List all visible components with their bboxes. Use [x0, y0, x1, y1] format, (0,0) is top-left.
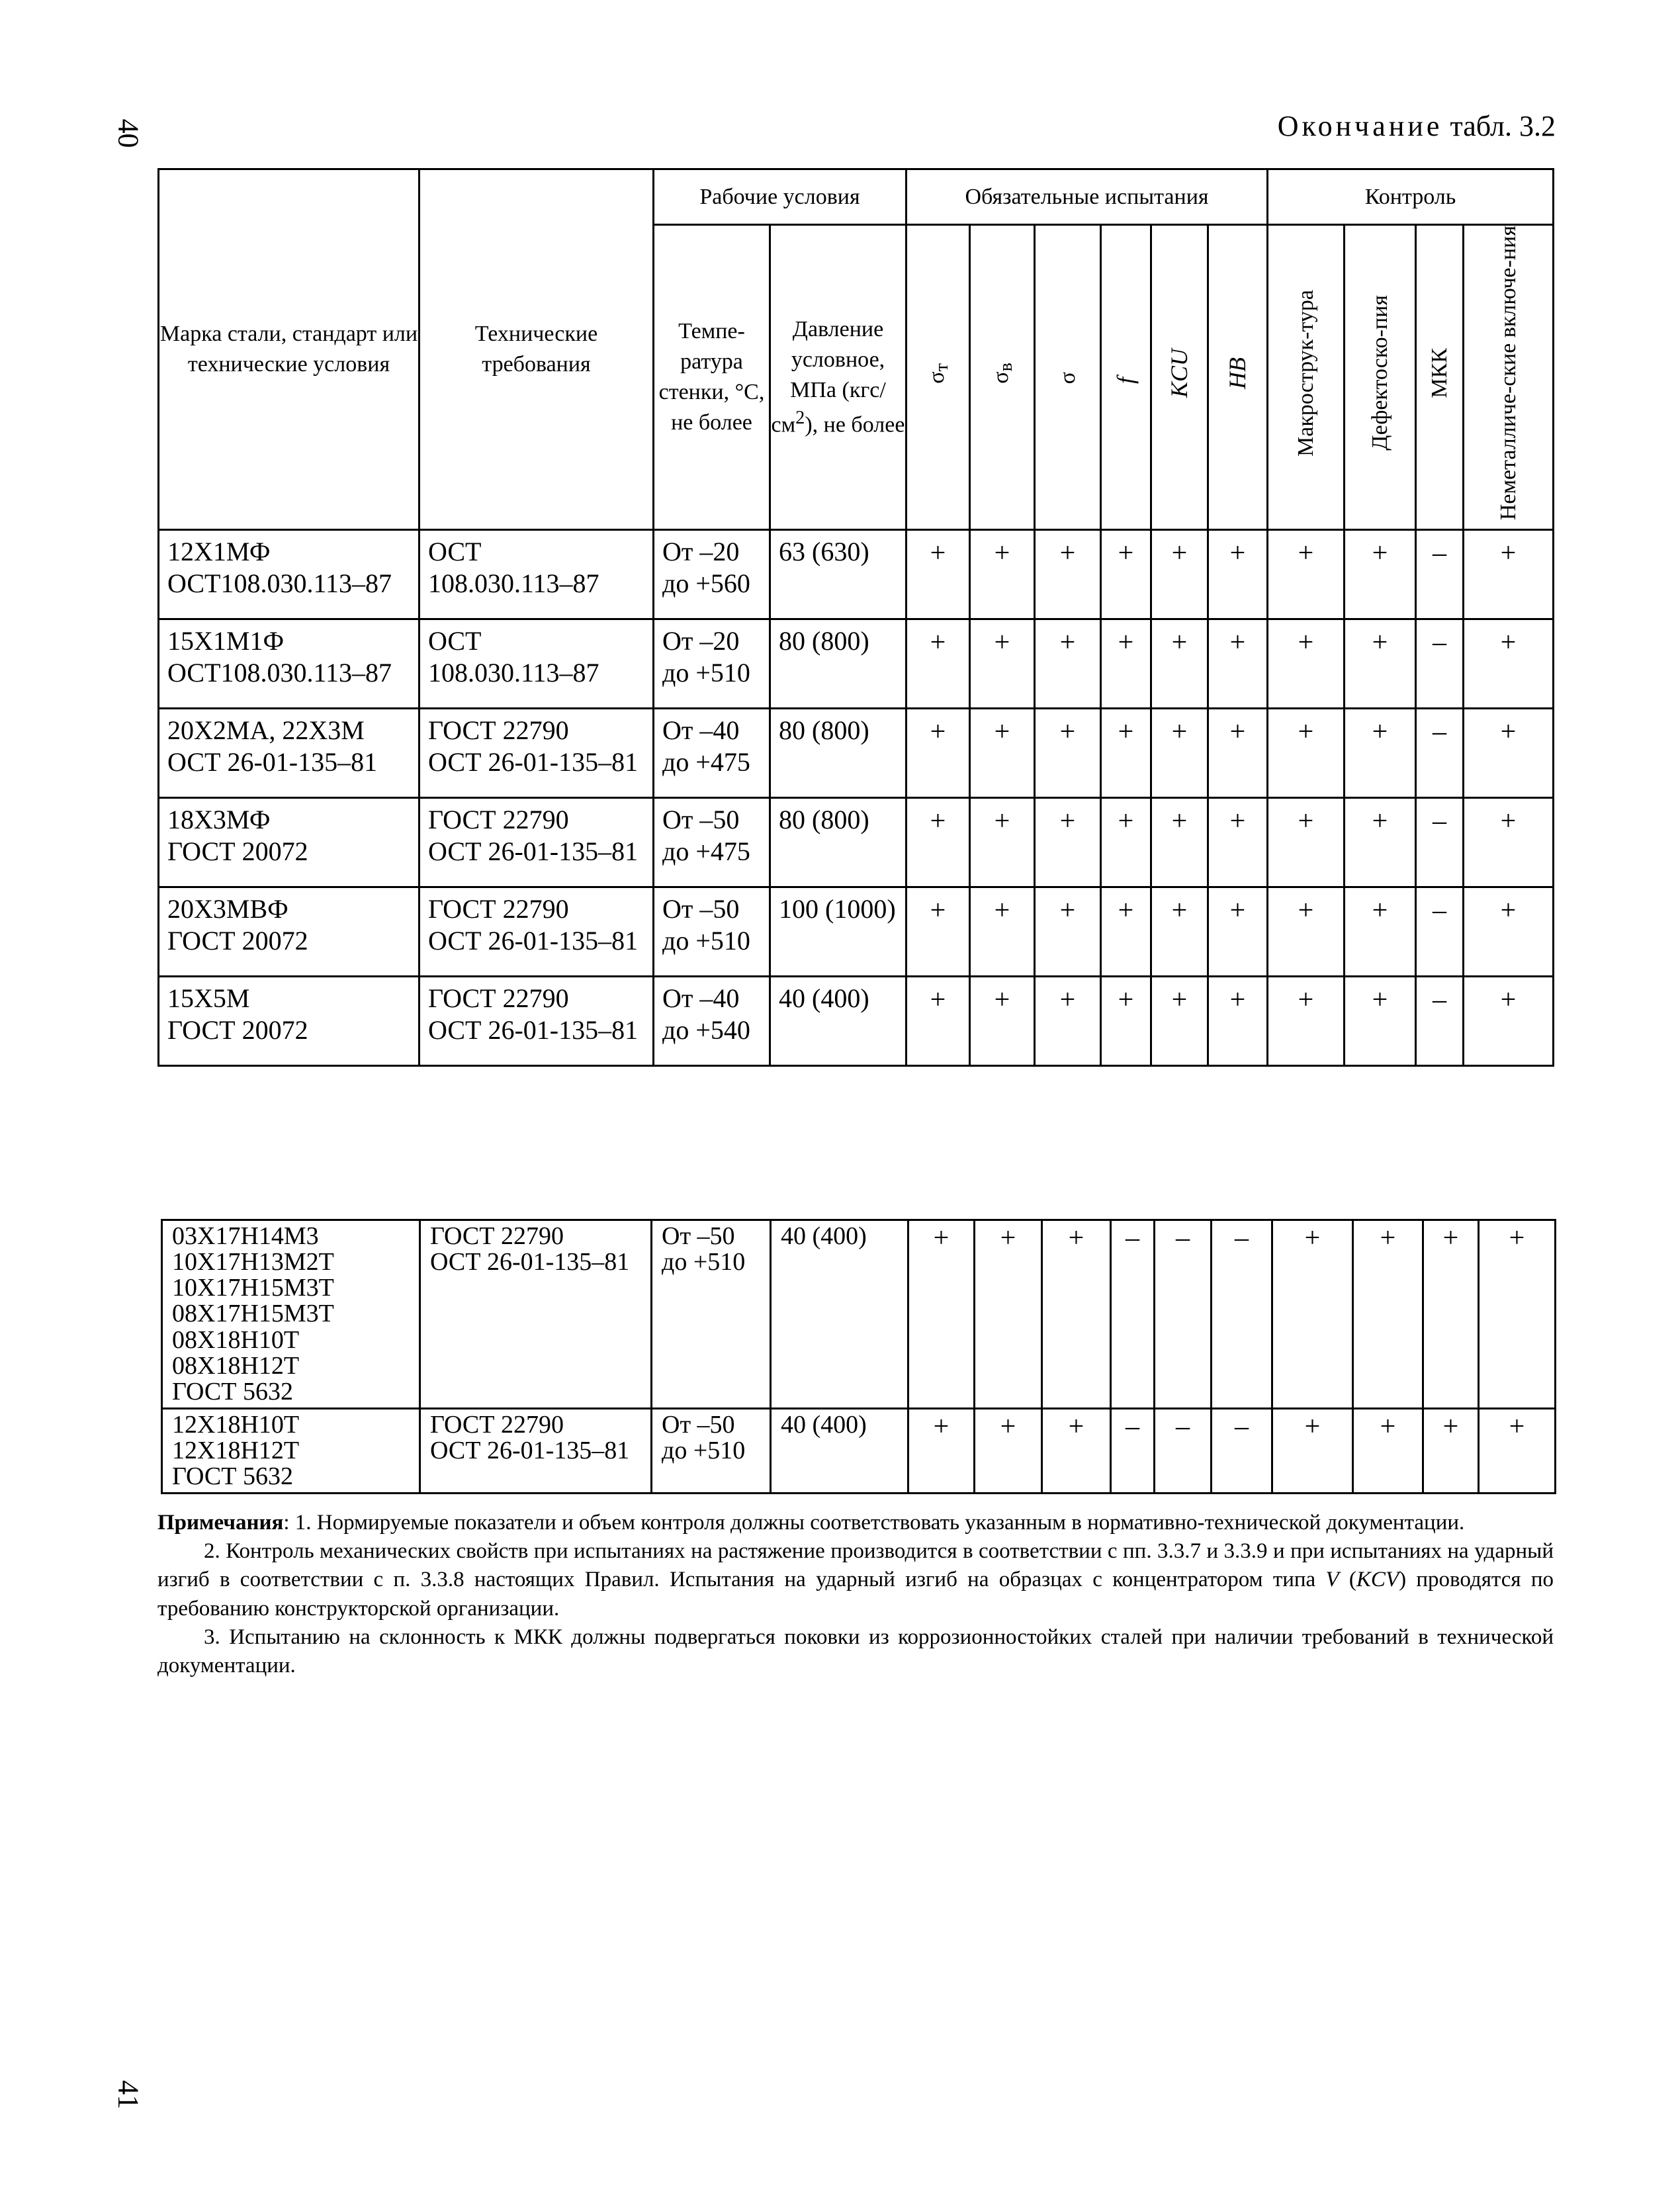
cell-mark: +	[1479, 1220, 1556, 1409]
cell-mark: +	[970, 887, 1035, 977]
cell-mark: +	[1101, 709, 1151, 798]
cell-mark: +	[1151, 887, 1208, 977]
cell-mark: +	[970, 977, 1035, 1066]
table-row	[159, 798, 1554, 887]
cell-pressure: 40 (400)	[771, 1220, 908, 1409]
cell-mark: +	[1208, 887, 1268, 977]
cell-pressure: 40 (400)	[770, 977, 906, 1066]
table-row	[162, 1408, 1556, 1493]
cell-mark: +	[1151, 798, 1208, 887]
header-test-kcu: KCU	[1151, 225, 1208, 530]
table-row	[159, 709, 1554, 798]
cell-mark: +	[1272, 1408, 1353, 1493]
cell-mark: +	[970, 530, 1035, 619]
cell-mark: +	[1208, 619, 1268, 709]
page-number-bottom: 41	[112, 2080, 145, 2110]
header-test-sigma: σ	[1035, 225, 1101, 530]
cell-temp: От –50 до +510	[652, 1220, 771, 1409]
table-top	[157, 168, 1554, 1067]
cell-mark: +	[1101, 530, 1151, 619]
cell-steel: 12Х18Н10Т 12Х18Н12Т ГОСТ 5632	[162, 1408, 420, 1493]
cell-pressure: 80 (800)	[770, 619, 906, 709]
cell-steel: 03Х17Н14М3 10Х17Н13М2Т 10Х17Н15М3Т 08Х17Н15М3Т 08Х18Н10Т 08Х18Н12Т ГОСТ 5632	[162, 1220, 420, 1409]
cell-mark: +	[1268, 709, 1345, 798]
cell-mark: +	[975, 1220, 1042, 1409]
cell-mark: +	[1035, 619, 1101, 709]
table-row	[159, 977, 1554, 1066]
header-steel: Марка стали, стандарт или технические условия	[159, 169, 420, 530]
note-2: 2. Контроль механических свойств при испытаниях на растяжение производится в соответствии с пп. 3.3.7 и 3.3.9 и при испытаниях на ударный изгиб в соответствии с п. 3.3.8 настоящих Правил. Испытания на ударный изгиб на образцах с концентратором типа V (KCV) проводятся по требованию конструкторской организации.	[157, 1539, 1554, 1621]
cell-mark: +	[1101, 619, 1151, 709]
table-caption	[1278, 109, 1556, 143]
cell-mark: +	[1272, 1220, 1353, 1409]
cell-tech: ГОСТ 22790 ОСТ 26-01-135–81	[420, 977, 654, 1066]
cell-mark: +	[1268, 530, 1345, 619]
page-number-top: 40	[112, 118, 145, 148]
cell-mark: +	[1035, 977, 1101, 1066]
cell-pressure: 80 (800)	[770, 798, 906, 887]
note-3: 3. Испытанию на склонность к МКК должны подвергаться поковки из коррозионностойких сталей при наличии требований в технической документации.	[157, 1625, 1554, 1678]
cell-mark: +	[1464, 709, 1554, 798]
cell-pressure: 40 (400)	[771, 1408, 908, 1493]
header-temperature: Темпе-ратура стенки, °С, не более	[654, 225, 770, 530]
cell-mark: +	[1345, 709, 1416, 798]
table-row	[159, 887, 1554, 977]
cell-mark: +	[1345, 530, 1416, 619]
note-1: : 1. Нормируемые показатели и объем контроля должны соответствовать указанным в нормативно-технической документации.	[283, 1511, 1465, 1535]
header-test-sigma-v: $\sigma_в$	[970, 225, 1035, 530]
cell-mark: +	[1208, 977, 1268, 1066]
cell-mark: –	[1155, 1220, 1212, 1409]
cell-mark: –	[1111, 1408, 1155, 1493]
notes-label: Примечания	[157, 1511, 284, 1535]
cell-temp: От –40 до +475	[654, 709, 770, 798]
cell-tech: ГОСТ 22790 ОСТ 26-01-135–81	[420, 887, 654, 977]
cell-mark: +	[1151, 619, 1208, 709]
cell-mark: +	[1464, 798, 1554, 887]
cell-mark: +	[1268, 977, 1345, 1066]
cell-mark: –	[1212, 1408, 1272, 1493]
cell-pressure: 63 (630)	[770, 530, 906, 619]
cell-mark: –	[1416, 530, 1464, 619]
cell-tech: ОСТ 108.030.113–87	[420, 530, 654, 619]
header-mandatory-tests: Обязательные испытания	[906, 169, 1268, 225]
cell-mark: +	[970, 709, 1035, 798]
cell-mark: +	[1464, 887, 1554, 977]
cell-steel: 20Х3МВФ ГОСТ 20072	[159, 887, 420, 977]
table-row	[159, 619, 1554, 709]
cell-mark: –	[1416, 709, 1464, 798]
cell-mark: +	[1101, 798, 1151, 887]
cell-mark: –	[1212, 1220, 1272, 1409]
cell-mark: +	[970, 619, 1035, 709]
cell-mark: +	[970, 798, 1035, 887]
cell-mark: –	[1416, 887, 1464, 977]
cell-mark: +	[908, 1220, 975, 1409]
cell-mark: +	[1101, 887, 1151, 977]
cell-mark: +	[1035, 709, 1101, 798]
cell-mark: +	[1042, 1220, 1111, 1409]
cell-mark: +	[1345, 619, 1416, 709]
cell-mark: +	[1268, 798, 1345, 887]
cell-mark: +	[1464, 619, 1554, 709]
cell-tech: ГОСТ 22790 ОСТ 26-01-135–81	[420, 798, 654, 887]
table-bottom	[161, 1219, 1556, 1494]
header-control-mkk: МКК	[1416, 225, 1464, 530]
header-control: Контроль	[1268, 169, 1554, 225]
cell-tech: ГОСТ 22790 ОСТ 26-01-135–81	[420, 709, 654, 798]
table-row	[162, 1220, 1556, 1409]
cell-mark: –	[1416, 977, 1464, 1066]
cell-mark: +	[975, 1408, 1042, 1493]
cell-steel: 18Х3МФ ГОСТ 20072	[159, 798, 420, 887]
header-control-inclusions: Неметалличе-ские включе-ния	[1464, 225, 1554, 530]
cell-temp: От –40 до +540	[654, 977, 770, 1066]
cell-temp: От –50 до +510	[652, 1408, 771, 1493]
cell-mark: –	[1416, 619, 1464, 709]
cell-mark: +	[1423, 1220, 1479, 1409]
table-row	[159, 530, 1554, 619]
cell-mark: +	[1151, 709, 1208, 798]
cell-mark: +	[906, 977, 970, 1066]
cell-mark: +	[1353, 1220, 1423, 1409]
cell-mark: +	[906, 619, 970, 709]
cell-steel: 20Х2МА, 22Х3М ОСТ 26-01-135–81	[159, 709, 420, 798]
cell-mark: +	[1345, 798, 1416, 887]
cell-mark: +	[1151, 977, 1208, 1066]
cell-tech: ГОСТ 22790 ОСТ 26-01-135–81	[420, 1408, 652, 1493]
header-pressure: Давление условное, МПа $(кгс/см^2)$, не более	[770, 225, 906, 530]
caption-lead: Окончание	[1277, 110, 1443, 142]
cell-mark: –	[1416, 798, 1464, 887]
cell-mark: +	[1479, 1408, 1556, 1493]
header-control-macro: Макрострук-тура	[1268, 225, 1345, 530]
cell-mark: +	[1268, 619, 1345, 709]
cell-mark: +	[906, 709, 970, 798]
cell-temp: От –20 до +560	[654, 530, 770, 619]
cell-mark: +	[1268, 887, 1345, 977]
cell-mark: +	[1035, 887, 1101, 977]
cell-tech: ГОСТ 22790 ОСТ 26-01-135–81	[420, 1220, 652, 1409]
header-test-hb: HB	[1208, 225, 1268, 530]
header-test-f: f	[1101, 225, 1151, 530]
cell-temp: От –20 до +510	[654, 619, 770, 709]
header-control-defect: Дефектоско-пия	[1345, 225, 1416, 530]
cell-mark: +	[1345, 977, 1416, 1066]
header-tech: Технические требования	[420, 169, 654, 530]
cell-steel: 15Х5М ГОСТ 20072	[159, 977, 420, 1066]
cell-mark: +	[1035, 798, 1101, 887]
cell-mark: +	[1208, 798, 1268, 887]
cell-mark: +	[1208, 709, 1268, 798]
cell-mark: +	[906, 798, 970, 887]
cell-mark: +	[1464, 977, 1554, 1066]
header-work-conditions: Рабочие условия	[654, 169, 906, 225]
cell-mark: +	[1464, 530, 1554, 619]
cell-steel: 12Х1МФ ОСТ108.030.113–87	[159, 530, 420, 619]
caption-rest: табл. 3.2	[1450, 110, 1556, 142]
notes	[157, 1509, 1554, 1680]
cell-mark: +	[1151, 530, 1208, 619]
cell-mark: –	[1111, 1220, 1155, 1409]
cell-steel: 15Х1М1Ф ОСТ108.030.113–87	[159, 619, 420, 709]
cell-mark: +	[1101, 977, 1151, 1066]
cell-mark: +	[908, 1408, 975, 1493]
cell-mark: +	[1423, 1408, 1479, 1493]
cell-pressure: 100 (1000)	[770, 887, 906, 977]
header-test-sigma-t: $\sigma_т$	[906, 225, 970, 530]
cell-temp: От –50 до +510	[654, 887, 770, 977]
cell-mark: +	[1042, 1408, 1111, 1493]
cell-mark: –	[1155, 1408, 1212, 1493]
cell-pressure: 80 (800)	[770, 709, 906, 798]
cell-mark: +	[1353, 1408, 1423, 1493]
cell-temp: От –50 до +475	[654, 798, 770, 887]
cell-mark: +	[1345, 887, 1416, 977]
cell-tech: ОСТ 108.030.113–87	[420, 619, 654, 709]
cell-mark: +	[1035, 530, 1101, 619]
cell-mark: +	[1208, 530, 1268, 619]
cell-mark: +	[906, 530, 970, 619]
cell-mark: +	[906, 887, 970, 977]
